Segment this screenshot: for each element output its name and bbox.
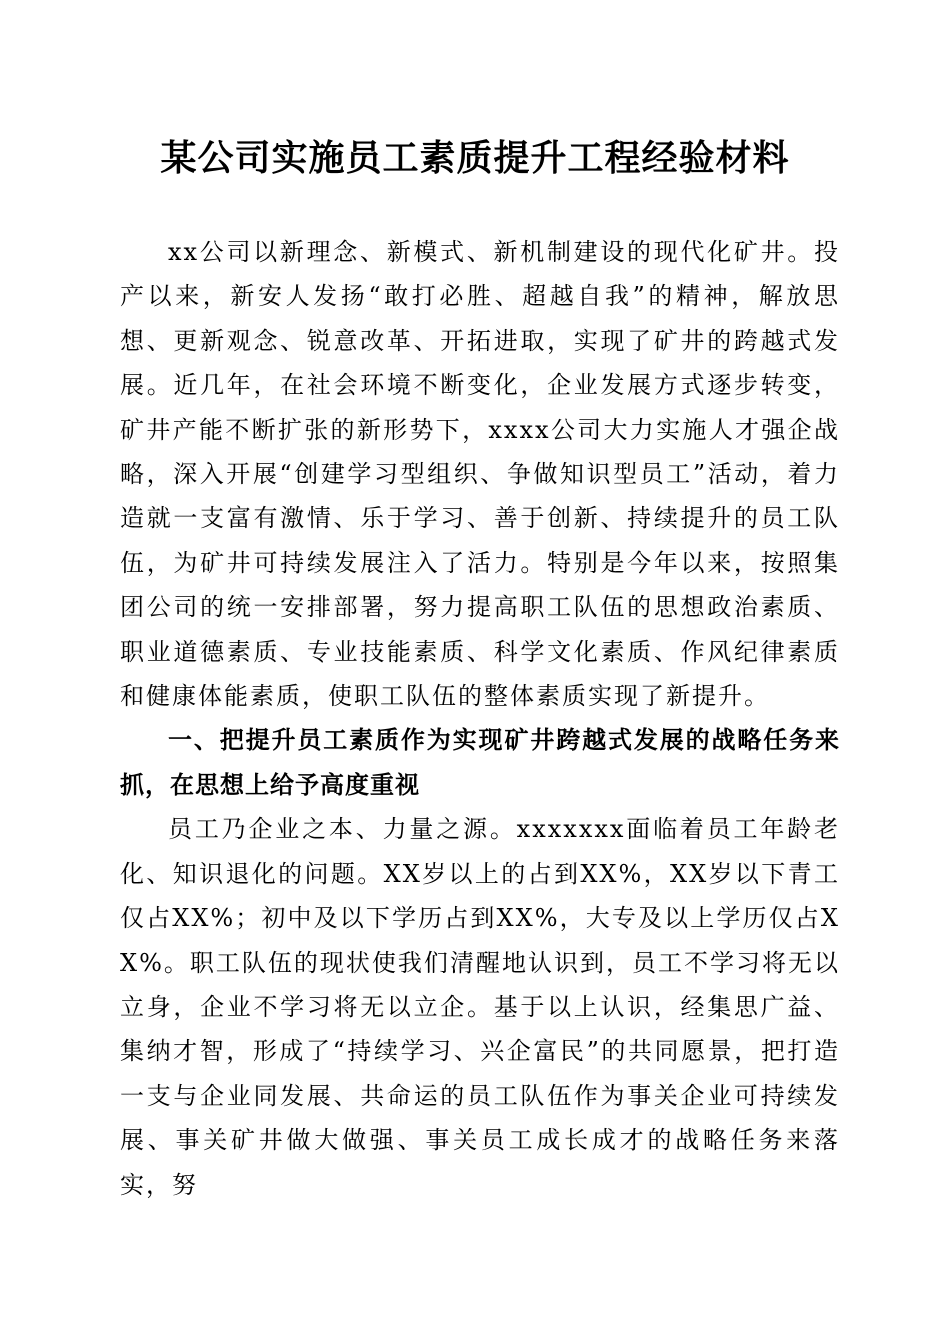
document-title: 某公司实施员工素质提升工程经验材料 (160, 137, 790, 179)
section-heading-1: 一、把提升员工素质作为实现矿井跨越式发展的战略任务来抓，在思想上给予高度重视 (120, 726, 840, 799)
section-1-paragraph: 员工乃企业之本、力量之源。xxxxxxx面临着员工年龄老化、知识退化的问题。XX岁以上的占到XX%，XX岁以下青工仅占XX%；初中及以下学历占到XX%，大专及以上学历仅占XX%。职工队伍的现状使我们清醒地认识到，员工不学习将无以立身，企业不学习将无以立企。基于以上认识，经集思广益、集纳才智，形成了“持续学习、兴企富民”的共同愿景，把打造一支与企业同发展、共命运的员工队伍作为事关企业可持续发展、事关矿井做大做强、事关员工成长成才的战略任务来落实，努 (120, 815, 840, 1199)
document-body (120, 230, 840, 1207)
intro-paragraph: xx公司以新理念、新模式、新机制建设的现代化矿井。投产以来，新安人发扬“敢打必胜、超越自我”的精神，解放思想、更新观念、锐意改革、开拓进取，实现了矿井的跨越式发展。近几年，在社会环境不断变化，企业发展方式逐步转变，矿井产能不断扩张的新形势下，xxxx公司大力实施人才强企战略，深入开展“创建学习型组织、争做知识型员工”活动，着力造就一支富有激情、乐于学习、善于创新、持续提升的员工队伍，为矿井可持续发展注入了活力。特别是今年以来，按照集团公司的统一安排部署，努力提高职工队伍的思想政治素质、职业道德素质、专业技能素质、科学文化素质、作风纪律素质和健康体能素质，使职工队伍的整体素质实现了新提升。 (120, 238, 840, 711)
